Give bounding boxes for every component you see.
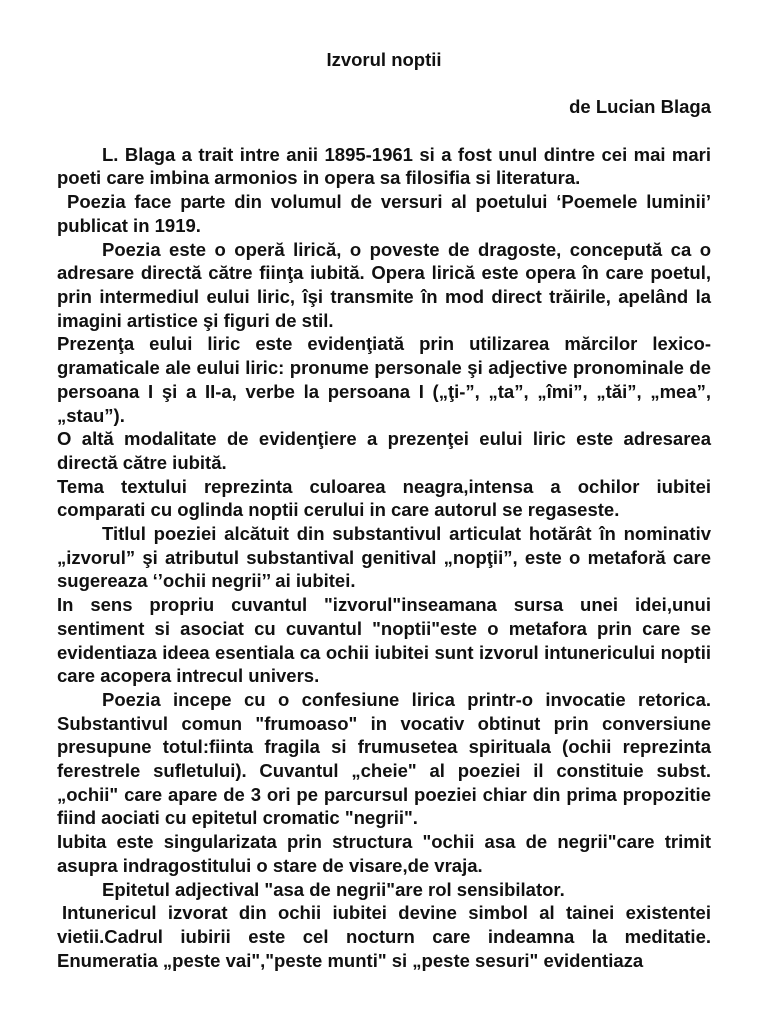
paragraph-title-analysis: Titlul poeziei alcătuit din substantivul articulat hotărât în nominativ „izvorul” şi atributul substantival genitival „nopţii”, este o metaforă care sugereaza ‘’ochii negrii’’ ai iubitei. bbox=[57, 523, 711, 592]
paragraph-theme: Tema textului reprezinta culoarea neagra,intensa a ochilor iubitei comparati cu oglinda noptii cerului in care autorul se regaseste. bbox=[57, 475, 711, 521]
paragraph-address: O altă modalitate de evidenţiere a prezenţei eului liric este adresarea directă către iubită. bbox=[57, 428, 711, 473]
document-author: de Lucian Blaga bbox=[569, 96, 711, 118]
paragraph-darkness: Intunericul izvorat din ochii iubitei devine simbol al tainei existentei vietii.Cadrul iubirii este cel nocturn care indeamna la meditatie. Enumeratia „peste vai","peste munti" si „peste sesuri" evidentiaza bbox=[57, 902, 711, 971]
paragraph-literal-sense: In sens propriu cuvantul "izvorul"inseamana sursa unei idei,unui sentiment si asociat cu cuvantul "noptii"este o metafora prin care se evidentiaza ideea esentiala ca ochii iubitei sunt izvorul intunericului noptii care acopera intrecul univers. bbox=[57, 594, 711, 687]
paragraph-epithet: Epitetul adjectival "asa de negrii"are rol sensibilator. bbox=[102, 878, 565, 900]
paragraph-confession: Poezia incepe cu o confesiune lirica printr-o invocatie retorica. Substantivul comun "frumoaso" in vocativ obtinut prin conversiune presupune totul:fiinta fragila si frumusetea spirituala (ochii reprezinta ferestrele sufletului). Cuvantul „cheie" al poeziei il constituie subst. „ochii" care apare de 3 ori pe parcursul poeziei chiar din prima propozitie fiind aociati cu epitetul cromatic "negrii". bbox=[57, 688, 711, 829]
paragraph-lyric-self: Prezenţa eului liric este evidenţiată prin utilizarea mărcilor lexico-gramaticale ale eului liric: pronume personale şi adjective pronominale de persoana I şi a II-a, verbe la persoana I („ţi-”, „ta”, „îmi”, „tăi”, „mea”, „stau”). bbox=[57, 333, 711, 426]
paragraph-lyric-opera: Poezia este o operă lirică, o poveste de dragoste, concepută ca o adresare directă către fiinţa iubită. Opera lirică este opera în care poetul, prin intermediul eului liric, îşi transmite în mod direct trăirile, apelând la imagini artistice şi figuri de stil. bbox=[57, 238, 711, 331]
paragraph-volume: Poezia face parte din volumul de versuri al poetului ‘Poemele luminii’ publicat in 1919. bbox=[57, 191, 711, 236]
document-title: Izvorul noptii bbox=[326, 49, 442, 70]
document-page bbox=[57, 48, 711, 972]
paragraph-singularized: Iubita este singularizata prin structura "ochii asa de negrii"care trimit asupra indragostitului o stare de visare,de vraja. bbox=[57, 831, 711, 876]
paragraph-intro: L. Blaga a trait intre anii 1895-1961 si a fost unul dintre cei mai mari poeti care imbina armonios in opera sa filosifia si literatura. bbox=[57, 143, 711, 189]
